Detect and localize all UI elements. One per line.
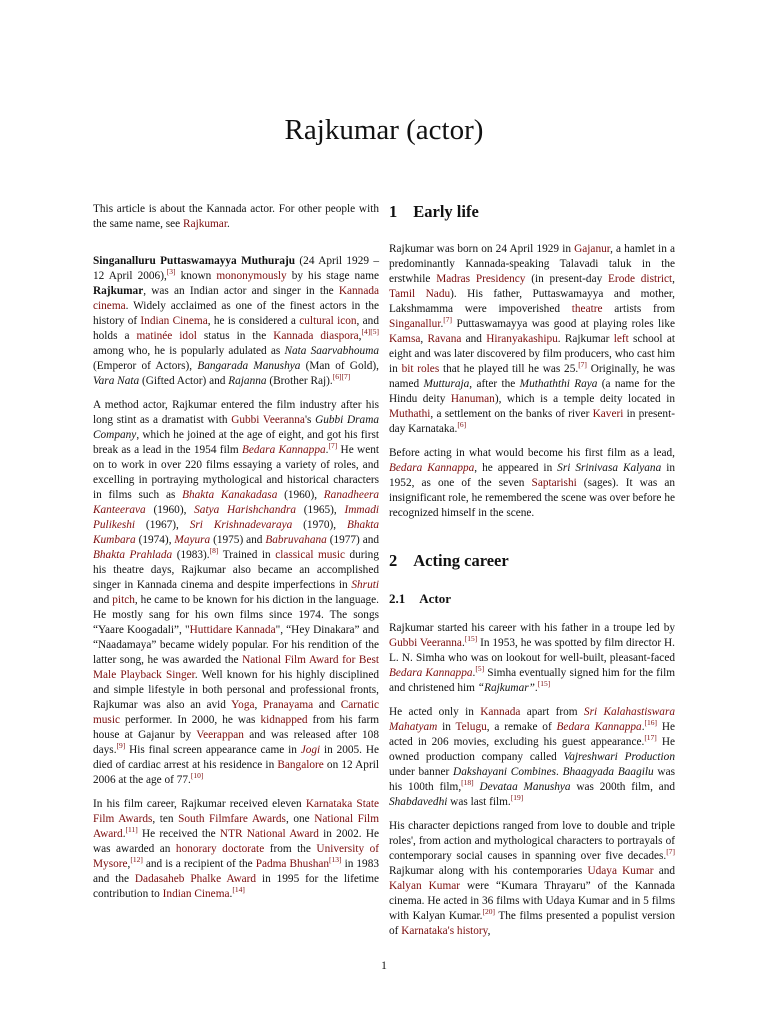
film-link[interactable]: Sri Krishnadevaraya xyxy=(189,519,293,531)
section-title: Acting career xyxy=(413,551,509,570)
text: , xyxy=(672,273,675,285)
full-name: Singanalluru Puttaswamayya Muthuraju xyxy=(93,255,296,267)
text: Puttaswamayya was good at playing roles like xyxy=(452,318,675,330)
citation-4-5[interactable]: [4][5] xyxy=(361,327,379,337)
bedara-kannappa-link[interactable]: Bedara Kannappa xyxy=(389,667,473,679)
text: and xyxy=(461,333,487,345)
page-title: Rajkumar (actor) xyxy=(284,114,484,146)
text: from his farm house at Gajanur by xyxy=(93,714,379,741)
stage-name: Rajkumar xyxy=(93,285,144,297)
text: . Rajkumar xyxy=(557,333,614,345)
text: . xyxy=(440,318,444,330)
citation-5[interactable]: [5] xyxy=(475,664,485,674)
career-paragraph xyxy=(93,398,379,788)
pitch-link[interactable]: pitch xyxy=(112,594,135,606)
text: , a settlement on the banks of river xyxy=(430,408,593,420)
text: status in the xyxy=(196,330,274,342)
citation-9[interactable]: [9] xyxy=(116,741,126,751)
text: and xyxy=(313,699,341,711)
text: His character depictions ranged from love to double and triple roles', from action and mythological characters to portrayals of contemporary social causes in spanning over five decades. xyxy=(389,820,675,862)
matinee-idol-link[interactable]: matinée idol xyxy=(136,330,197,342)
hatnote-text: This article is about the Kannada actor. For other people with the same name, see xyxy=(93,203,379,230)
kaveri-link[interactable]: Kaveri xyxy=(592,408,624,420)
film-link[interactable]: Bhakta Kanakadasa xyxy=(182,489,278,501)
text: . xyxy=(534,682,538,694)
text: His final screen appearance came in xyxy=(125,744,301,756)
text: in 2005. He died of cardiac arrest at his residence in xyxy=(93,744,379,771)
text: (1965), xyxy=(296,504,345,516)
text: by his stage name xyxy=(286,270,379,282)
epithet: Nata Saarvabhouma xyxy=(284,345,380,357)
right-column xyxy=(389,202,675,948)
padma-bhushan-link[interactable]: Padma Bhushan xyxy=(255,858,330,870)
kannada-diaspora-link[interactable]: Kannada diaspora xyxy=(273,330,359,342)
university-of-mysore-link[interactable]: University of Mysore xyxy=(93,843,380,870)
deity-name: Muthaththi Raya xyxy=(519,378,598,390)
section-title: Early life xyxy=(413,202,479,221)
carnatic-music-link[interactable]: Carnatic music xyxy=(93,699,379,726)
film-link[interactable]: Bhakta Kumbara xyxy=(93,519,379,546)
text: . xyxy=(229,888,233,900)
citation-17[interactable]: [17] xyxy=(644,733,657,743)
text: , he is considered a xyxy=(207,315,300,327)
text: and was released after 108 days. xyxy=(93,729,379,756)
gajanur-link[interactable]: Gajanur xyxy=(574,243,611,255)
first-film-paragraph xyxy=(389,446,675,521)
company-name: Vajreshwari Production xyxy=(563,751,675,763)
citation-3[interactable]: [3] xyxy=(166,267,176,277)
film-title: Devataa Manushya xyxy=(479,781,571,793)
saptarishi-link[interactable]: Saptarishi xyxy=(531,477,577,489)
pranayama-link[interactable]: Pranayama xyxy=(262,699,314,711)
text: , xyxy=(254,699,263,711)
text: He owned production company called xyxy=(389,736,675,763)
gubbi-veeranna-link[interactable]: Gubbi Veeranna xyxy=(231,414,305,426)
text: performer. In 2000, he was xyxy=(120,714,261,726)
muthathi-link[interactable]: Muthathi xyxy=(389,408,431,420)
citation-16[interactable]: [16] xyxy=(644,718,658,728)
citation-20[interactable]: [20] xyxy=(482,907,495,917)
citation-7[interactable]: [7] xyxy=(443,315,453,325)
text: under banner xyxy=(389,766,454,778)
text: (1983). xyxy=(172,549,210,561)
citation-12[interactable]: [12] xyxy=(130,855,143,865)
text: Before acting in what would become his first film as a lead, xyxy=(389,447,675,459)
national-film-award-link[interactable]: National Film Award xyxy=(93,813,379,840)
section-heading-acting-career xyxy=(389,551,675,571)
ravana-link[interactable]: Ravana xyxy=(427,333,462,345)
text: among who, he is popularly adulated as xyxy=(93,345,285,357)
huttidare-kannada-link[interactable]: Huttidare Kannada xyxy=(189,624,276,636)
text: Rajkumar started his career with his father in a troupe led by xyxy=(389,622,675,634)
bit-roles-link[interactable]: bit roles xyxy=(401,363,440,375)
text: . Well known for his highly disciplined and simple lifestyle in both personal and professional fronts, Rajkumar was also an avid xyxy=(93,669,379,711)
text: was 200th film, and xyxy=(570,781,675,793)
singanallur-link[interactable]: Singanallur xyxy=(389,318,441,330)
text: school at eight and was later discovered by film producers, who cast him in xyxy=(389,333,675,375)
madras-presidency-link[interactable]: Madras Presidency xyxy=(436,273,526,285)
indian-cinema-link[interactable]: Indian Cinema xyxy=(140,315,208,327)
text: A method actor, Rajkumar entered the film industry after his long stint as a dramatist with xyxy=(93,399,379,426)
text: , was an Indian actor and singer in the xyxy=(143,285,339,297)
text: Rajkumar was born on 24 April 1929 in xyxy=(389,243,575,255)
text: In his film career, Rajkumar received eleven xyxy=(93,798,306,810)
text: , and holds a xyxy=(93,315,379,342)
text: (in present-day xyxy=(525,273,609,285)
epithet: Vara Nata xyxy=(93,375,140,387)
text: in 1952, as one of the seven xyxy=(389,462,675,489)
text: (1975) and xyxy=(210,534,266,546)
left-column xyxy=(93,202,379,911)
text: (1974), xyxy=(135,534,175,546)
citation-13[interactable]: [13] xyxy=(329,855,342,865)
udaya-kumar-link[interactable]: Udaya Kumar xyxy=(587,865,654,877)
kalyan-kumar-link[interactable]: Kalyan Kumar xyxy=(389,880,461,892)
text: , xyxy=(487,925,491,937)
text: , he came to be known for his diction in the language. He mostly sang for his own films since 1974. The songs “Yaare Koogadali”, " xyxy=(93,594,379,636)
text: . xyxy=(641,721,645,733)
citation-14[interactable]: [14] xyxy=(232,885,245,895)
text: He received the xyxy=(137,828,220,840)
citation-15[interactable]: [15] xyxy=(537,679,551,689)
text: (1960), xyxy=(277,489,324,501)
text: (a name for the Hindu deity xyxy=(389,378,676,405)
south-filmfare-awards-link[interactable]: South Filmfare Awards xyxy=(178,813,286,825)
text: and xyxy=(653,865,676,877)
actor-paragraph-1 xyxy=(389,621,675,696)
jogi-link[interactable]: Jogi xyxy=(300,744,321,756)
text: ), which is a temple deity located in xyxy=(494,393,675,405)
text: , xyxy=(358,330,362,342)
text: apart from xyxy=(520,706,584,718)
film-link[interactable]: Ranadheera Kanteerava xyxy=(93,489,379,516)
text: in present-day Karnataka. xyxy=(389,408,675,435)
text: on 12 April 2006 at the age of 77. xyxy=(93,759,379,786)
text: , xyxy=(127,858,131,870)
text: , a hamlet in a predominantly Kannada-speaking Talavadi taluk in the erstwhile xyxy=(389,243,675,285)
text: (24 April 1929 – 12 April 2006), xyxy=(93,255,379,282)
text: Simha eventually signed him for the film and christened him xyxy=(389,667,676,694)
citation-7[interactable]: [7] xyxy=(578,360,587,370)
section-number: 2.1 xyxy=(389,591,406,606)
citation-7[interactable]: [7] xyxy=(666,847,675,857)
text: Originally, he was named xyxy=(389,363,675,390)
text: in xyxy=(437,721,456,733)
yoga-link[interactable]: Yoga xyxy=(231,699,255,711)
film-title: Shabdavedhi xyxy=(389,796,448,808)
section-title: Actor xyxy=(419,591,452,606)
text: , xyxy=(420,333,428,345)
theatre-link[interactable]: theatre xyxy=(571,303,603,315)
birth-name: Mutturaja xyxy=(423,378,470,390)
bedara-kannappa-link[interactable]: Bedara Kannappa xyxy=(556,721,642,733)
rajkumar-disambiguation-link[interactable]: Rajkumar xyxy=(183,218,227,230)
text: from the xyxy=(264,843,317,855)
text: . Widely acclaimed as one of the finest actors in the history of xyxy=(93,300,379,327)
citation-11[interactable]: [11] xyxy=(125,825,138,835)
kannada-cinema-link[interactable]: Kannada cinema xyxy=(93,285,379,312)
citation-15[interactable]: [15] xyxy=(464,634,478,644)
text: was his 100th film, xyxy=(389,766,675,793)
text: known xyxy=(175,270,217,282)
text: was last film. xyxy=(447,796,511,808)
text: He acted in 206 movies, excluding his guest appearance. xyxy=(389,721,676,748)
citation-6-7[interactable]: [6][7] xyxy=(332,372,351,382)
bangalore-link[interactable]: Bangalore xyxy=(277,759,324,771)
indian-cinema-link[interactable]: Indian Cinema xyxy=(162,888,230,900)
hatnote xyxy=(93,202,379,232)
film-title: Bhaagyada Baagilu xyxy=(562,766,654,778)
gubbi-veeranna-link[interactable]: Gubbi Veeranna xyxy=(389,637,462,649)
actor-paragraph-2 xyxy=(389,705,675,810)
text: (Gifted Actor) and xyxy=(139,375,229,387)
text: (1970), xyxy=(292,519,347,531)
citation-6[interactable]: [6] xyxy=(457,420,467,430)
shruti-link[interactable]: Shruti xyxy=(351,579,379,591)
text: during his theatre days, Rajkumar also became an accomplished singer in Kannada cinema and despite imperfections in xyxy=(93,549,379,591)
text: and is a recipient of the xyxy=(142,858,256,870)
text: (Emperor of Actors), xyxy=(93,360,198,372)
citation-8[interactable]: [8] xyxy=(209,546,219,556)
text: (1960), xyxy=(145,504,195,516)
text: , ten xyxy=(152,813,179,825)
tamil-nadu-link[interactable]: Tamil Nadu xyxy=(389,288,451,300)
telugu-link[interactable]: Telugu xyxy=(455,721,487,733)
text: in 1983 and the xyxy=(93,858,379,885)
film-link[interactable]: Mayura xyxy=(174,534,211,546)
kamsa-link[interactable]: Kamsa xyxy=(389,333,421,345)
subsection-heading-actor xyxy=(389,591,675,607)
classical-music-link[interactable]: classical music xyxy=(275,549,345,561)
text: In 1953, he was spotted by film director H. L. N. Simha who was on lookout for well-built, pleasant-faced xyxy=(389,637,676,664)
honorary-doctorate-link[interactable]: honorary doctorate xyxy=(175,843,265,855)
text: . xyxy=(461,637,465,649)
text: (1967), xyxy=(135,519,190,531)
text: ). His father, Puttaswamayya and mother, Lakshmamma were impoverished xyxy=(389,288,675,315)
kidnapped-link[interactable]: kidnapped xyxy=(260,714,308,726)
banner-name: Dakshayani Combines xyxy=(453,766,556,778)
mononymously-link[interactable]: mononymously xyxy=(216,270,287,282)
page-number: 1 xyxy=(381,960,387,972)
text: . xyxy=(122,828,126,840)
text: The films presented a populist version of xyxy=(389,910,675,937)
citation-7[interactable]: [7] xyxy=(328,441,338,451)
film-title: Sri Srinivasa Kalyana xyxy=(557,462,662,474)
sri-kalahastiswara-mahatyam-link[interactable]: Sri Kalahastiswara Mahatyam xyxy=(389,706,676,733)
bedara-kannappa-link[interactable]: Bedara Kannappa xyxy=(389,462,475,474)
text: . xyxy=(226,218,230,230)
early-life-paragraph xyxy=(389,242,675,437)
section-number: 2 xyxy=(389,551,398,570)
text: (Man of Gold), xyxy=(300,360,379,372)
text: , which he joined at the age of eight, and got his first break as a lead in the 1954 film xyxy=(93,429,379,456)
company-name: Gubbi Drama Company xyxy=(93,414,379,441)
text: (sages). It was an insignificant role, he remembered the scene was over before he recognized himself in the scene. xyxy=(389,477,675,519)
text: in 2002. He was awarded an xyxy=(93,828,379,855)
film-link[interactable]: Satya Harishchandra xyxy=(194,504,297,516)
national-film-award-singer-link[interactable]: National Film Award for Best Male Playback Singer xyxy=(93,654,379,681)
text: artists from xyxy=(602,303,675,315)
text: ", “Hey Dinakara” and “Naadamaya” became widely popular. For his rendition of the latter song, he was awarded the xyxy=(93,624,379,666)
epithet: Rajanna xyxy=(228,375,267,387)
erode-district-link[interactable]: Erode district xyxy=(608,273,673,285)
hiranyakashipu-link[interactable]: Hiranyakashipu xyxy=(486,333,558,345)
hanuman-link[interactable]: Hanuman xyxy=(450,393,495,405)
film-link[interactable]: Babruvahana xyxy=(265,534,327,546)
kannada-link[interactable]: Kannada xyxy=(480,706,521,718)
dadasaheb-phalke-award-link[interactable]: Dadasaheb Phalke Award xyxy=(134,873,257,885)
ntr-national-award-link[interactable]: NTR National Award xyxy=(219,828,319,840)
text: and xyxy=(93,594,113,606)
text: He went on to work in over 220 films essaying a variety of roles, and excelling in portraying mythological and historical characters in films such as xyxy=(93,444,380,501)
citation-19[interactable]: [19] xyxy=(510,793,524,803)
text: (Brother Raj). xyxy=(266,375,333,387)
text: , after the xyxy=(469,378,520,390)
citation-10[interactable]: [10] xyxy=(190,771,204,781)
text: . xyxy=(472,667,476,679)
text: 's xyxy=(304,414,316,426)
actor-paragraph-3 xyxy=(389,819,675,939)
text: were “Kumara Thrayaru” of the Kannada cinema. He acted in 36 films with Udaya Kumar and in 5 films with Kalyan Kumar. xyxy=(389,880,675,922)
text: Trained in xyxy=(218,549,276,561)
veerappan-link[interactable]: Veerappan xyxy=(196,729,244,741)
stage-name: “Rajkumar” xyxy=(477,682,535,694)
text: in 1995 for the lifetime contribution to xyxy=(93,873,379,900)
text: . xyxy=(556,766,563,778)
citation-18[interactable]: [18] xyxy=(461,778,474,788)
cultural-icon-link[interactable]: cultural icon xyxy=(299,315,357,327)
awards-paragraph xyxy=(93,797,379,902)
epithet: Bangarada Manushya xyxy=(197,360,301,372)
text: that he played till he was 25. xyxy=(439,363,579,375)
section-number: 1 xyxy=(389,202,398,221)
karnataka-state-film-awards-link[interactable]: Karnataka State Film Awards xyxy=(93,798,379,825)
bedara-kannappa-link[interactable]: Bedara Kannappa xyxy=(241,444,326,456)
text: , a remake of xyxy=(486,721,557,733)
film-link[interactable]: Bhakta Prahlada xyxy=(93,549,173,561)
text: , one xyxy=(285,813,315,825)
text: , he appeared in xyxy=(474,462,558,474)
left-school-link[interactable]: left xyxy=(613,333,629,345)
section-heading-early-life xyxy=(389,202,675,222)
text: (1977) and xyxy=(326,534,380,546)
text: . xyxy=(325,444,329,456)
text: Rajkumar along with his contemporaries xyxy=(389,865,588,877)
text: He acted only in xyxy=(389,706,481,718)
intro-paragraph xyxy=(93,254,379,389)
karnatakas-history-link[interactable]: Karnataka's history xyxy=(401,925,488,937)
film-link[interactable]: Immadi Pulikeshi xyxy=(93,504,379,531)
